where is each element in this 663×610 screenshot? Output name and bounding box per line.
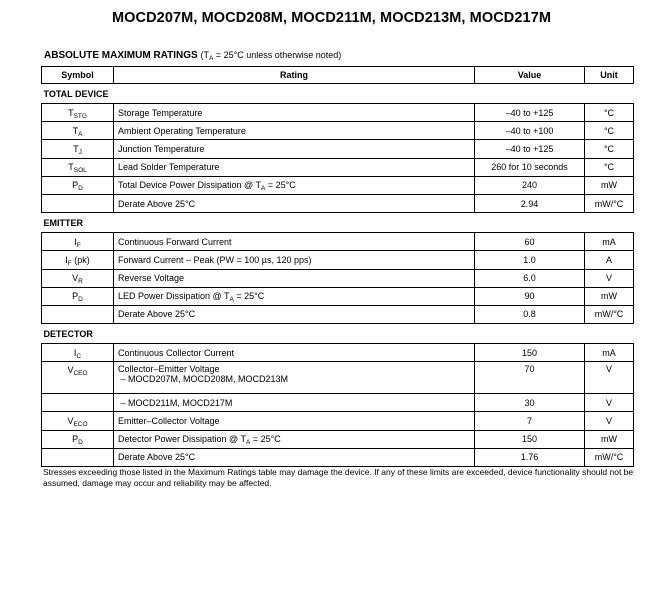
group-label: EMITTER bbox=[42, 213, 634, 233]
table-row bbox=[42, 194, 634, 212]
unit-cell: mW bbox=[585, 430, 634, 448]
symbol-cell: $V_{CEO}$ bbox=[42, 362, 114, 394]
table-row bbox=[42, 412, 634, 430]
symbol-cell bbox=[42, 394, 114, 412]
value-cell: 260 for 10 seconds bbox=[475, 158, 585, 176]
rating-cell: Continuous Forward Current bbox=[114, 233, 475, 251]
rating-cell: LED Power Dissipation @ $T_A = 25^\circ C$ bbox=[114, 287, 475, 305]
symbol-cell: $P_D$ bbox=[42, 430, 114, 448]
symbol-cell bbox=[42, 305, 114, 323]
value-cell: 1.76 bbox=[475, 448, 585, 466]
value-cell: –40 to +125 bbox=[475, 140, 585, 158]
rating-cell: Reverse Voltage bbox=[114, 269, 475, 287]
table-row bbox=[42, 251, 634, 269]
symbol-cell: $V_{ECO}$ bbox=[42, 412, 114, 430]
unit-cell: V bbox=[585, 269, 634, 287]
unit-cell: mW bbox=[585, 287, 634, 305]
unit-cell: °C bbox=[585, 104, 634, 122]
table-row bbox=[42, 344, 634, 362]
symbol-cell: $I_F$ (pk) bbox=[42, 251, 114, 269]
unit-cell: °C bbox=[585, 140, 634, 158]
rating-cell: Lead Solder Temperature bbox=[114, 158, 475, 176]
unit-cell: A bbox=[585, 251, 634, 269]
table-header-row bbox=[42, 67, 634, 84]
value-cell: 150 bbox=[475, 344, 585, 362]
section-title: ABSOLUTE MAXIMUM RATINGS bbox=[44, 50, 198, 61]
table-row bbox=[42, 176, 634, 194]
value-cell: 6.0 bbox=[475, 269, 585, 287]
symbol-cell: $P_D$ bbox=[42, 287, 114, 305]
table-row bbox=[42, 394, 634, 412]
header-rating: Rating bbox=[114, 67, 475, 84]
header-unit: Unit bbox=[585, 67, 634, 84]
value-cell: –40 to +100 bbox=[475, 122, 585, 140]
unit-cell: V bbox=[585, 394, 634, 412]
unit-cell: mW/°C bbox=[585, 305, 634, 323]
rating-cell: Junction Temperature bbox=[114, 140, 475, 158]
symbol-cell bbox=[42, 194, 114, 212]
rating-cell: Derate Above 25°C bbox=[114, 448, 475, 466]
group-row-total-device bbox=[42, 84, 634, 104]
value-cell: –40 to +125 bbox=[475, 104, 585, 122]
rating-cell: Derate Above 25°C bbox=[114, 305, 475, 323]
value-cell: 150 bbox=[475, 430, 585, 448]
section-condition: ($T_A = 25^\circ C$ unless otherwise noted) bbox=[200, 50, 342, 62]
unit-cell: V bbox=[585, 412, 634, 430]
rating-cell: Ambient Operating Temperature bbox=[114, 122, 475, 140]
table-row bbox=[42, 140, 634, 158]
symbol-cell: $I_F$ bbox=[42, 233, 114, 251]
rating-cell: Collector–Emitter Voltage – MOCD207M, MOCD208M, MOCD213M bbox=[114, 362, 475, 394]
value-cell: 1.0 bbox=[475, 251, 585, 269]
table-row bbox=[42, 305, 634, 323]
unit-cell: °C bbox=[585, 122, 634, 140]
rating-cell: – MOCD211M, MOCD217M bbox=[114, 394, 475, 412]
value-cell: 30 bbox=[475, 394, 585, 412]
unit-cell: mA bbox=[585, 344, 634, 362]
symbol-cell: $T_J$ bbox=[42, 140, 114, 158]
table-row bbox=[42, 158, 634, 176]
header-symbol: Symbol bbox=[42, 67, 114, 84]
section-heading bbox=[44, 50, 341, 61]
group-label: TOTAL DEVICE bbox=[42, 84, 634, 104]
value-cell: 90 bbox=[475, 287, 585, 305]
value-cell: 70 bbox=[475, 362, 585, 394]
group-row-detector bbox=[42, 324, 634, 344]
value-cell: 7 bbox=[475, 412, 585, 430]
value-cell: 2.94 bbox=[475, 194, 585, 212]
value-cell: 60 bbox=[475, 233, 585, 251]
table-row bbox=[42, 430, 634, 448]
rating-cell: Storage Temperature bbox=[114, 104, 475, 122]
rating-cell: Derate Above 25°C bbox=[114, 194, 475, 212]
table-row bbox=[42, 104, 634, 122]
stress-note: Stresses exceeding those listed in the Maximum Ratings table may damage the device. If any of these limits are exceeded, device functionality should not be assumed, damage may occur and reliability may be affected. bbox=[43, 467, 634, 488]
value-cell: 240 bbox=[475, 176, 585, 194]
symbol-cell: $P_D$ bbox=[42, 176, 114, 194]
value-cell: 0.8 bbox=[475, 305, 585, 323]
rating-cell: Continuous Collector Current bbox=[114, 344, 475, 362]
group-label: DETECTOR bbox=[42, 324, 634, 344]
rating-cell: Total Device Power Dissipation @ $T_A = 25^\circ C$ bbox=[114, 176, 475, 194]
rating-cell: Detector Power Dissipation @ $T_A = 25^\circ C$ bbox=[114, 430, 475, 448]
table-row bbox=[42, 448, 634, 466]
unit-cell: mW/°C bbox=[585, 448, 634, 466]
rating-cell: Emitter–Collector Voltage bbox=[114, 412, 475, 430]
table-row bbox=[42, 287, 634, 305]
table-row bbox=[42, 362, 634, 394]
unit-cell: mW/°C bbox=[585, 194, 634, 212]
symbol-cell: $I_C$ bbox=[42, 344, 114, 362]
unit-cell: mA bbox=[585, 233, 634, 251]
table-row bbox=[42, 122, 634, 140]
table-row bbox=[42, 233, 634, 251]
table-row bbox=[42, 269, 634, 287]
symbol-cell: $T_{SOL}$ bbox=[42, 158, 114, 176]
symbol-cell: $T_A$ bbox=[42, 122, 114, 140]
unit-cell: mW bbox=[585, 176, 634, 194]
ratings-table bbox=[41, 66, 634, 467]
unit-cell: °C bbox=[585, 158, 634, 176]
group-row-emitter bbox=[42, 213, 634, 233]
unit-cell: V bbox=[585, 362, 634, 394]
symbol-cell: $T_{STG}$ bbox=[42, 104, 114, 122]
page-title: MOCD207M, MOCD208M, MOCD211M, MOCD213M, MOCD217M bbox=[111, 10, 552, 26]
header-value: Value bbox=[475, 67, 585, 84]
symbol-cell: $V_R$ bbox=[42, 269, 114, 287]
rating-cell: Forward Current – Peak (PW = 100 µs, 120 pps) bbox=[114, 251, 475, 269]
symbol-cell bbox=[42, 448, 114, 466]
